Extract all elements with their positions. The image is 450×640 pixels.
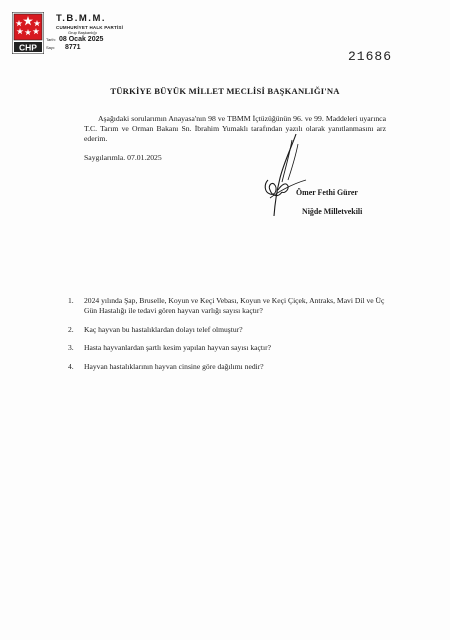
stamp-block [46,14,166,51]
document-heading: TÜRKİYE BÜYÜK MİLLET MECLİSİ BAŞKANLIĞI'NA [110,86,340,96]
closing-line: Saygılarımla. 07.01.2025 [84,153,162,162]
list-item [68,296,388,316]
question-number: 2. [68,324,74,334]
org-title: T.B.M.M. [56,13,106,24]
question-text: Hasta hayvanlardan şartlı kesim yapılan hayvan sayısı kaçtır? [84,343,272,352]
party-name: CUMHURİYET HALK PARTİSİ [56,25,124,30]
list-item [68,325,388,335]
question-text: Hayvan hastalıklarının hayvan cinsine göre dağılımı nedir? [84,361,264,371]
list-item [68,362,388,372]
number-value: 8771 [65,44,81,51]
question-number: 3. [68,343,74,352]
question-text: Kaç hayvan bu hastalıklardan dolayı telef olmuştur? [84,324,243,334]
question-number: 4. [68,361,74,371]
chp-logo-icon [12,12,44,54]
signer-name: Ömer Fethi Gürer [296,188,358,197]
body-paragraph [84,114,386,145]
logo-text: CHP [19,42,37,53]
chp-logo [12,12,44,54]
date-label: Tarih: [46,37,56,42]
list-item [68,343,388,353]
stamp-number-row [46,44,166,51]
date-value: 08 Ocak 2025 [59,36,104,43]
document-number: 21686 [347,49,392,64]
question-number: 1. [68,296,74,305]
signer-title: Niğde Milletvekili [302,207,363,216]
group-label: Grup Başkanlığı [68,30,97,35]
number-label: Sayı: [46,45,56,50]
question-list [68,296,388,380]
question-text: 2024 yılında Şap, Bruselle, Koyun ve Keçi Vebası, Koyun ve Keçi Çiçek, Antraks, Mavi Dil ve Üç Gün Hastalığı ile tedavi gören hayvan varlığı sayısı kaçtır? [84,296,385,315]
body-text: Aşağıdaki sorularımın Anayasa'nın 98 ve TBMM İçtüzüğünün 96. ve 99. Maddeleri uyarınca T.C. Tarım ve Orman Bakanı Sn. İbrahim Yumaklı tarafından yazılı olarak yanıtlanmasını arz ederim. [84,114,386,144]
stamp-date-row [46,36,166,43]
